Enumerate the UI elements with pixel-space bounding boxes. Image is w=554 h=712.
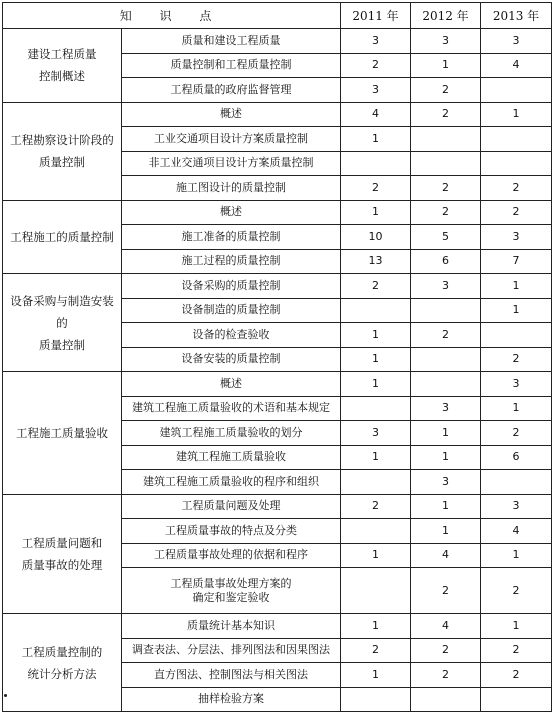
year-header-2012: 2012 年 [411,3,481,29]
value-2011: 1 [341,614,411,639]
value-2012 [411,127,481,152]
topic-cell: 概述 [122,102,341,127]
value-2011: 1 [341,445,411,470]
value-2011: 1 [341,372,411,397]
value-2012: 3 [411,29,481,54]
value-2013 [481,687,552,712]
value-2012: 2 [411,102,481,127]
value-2013: 2 [481,568,552,614]
value-2013: 1 [481,614,552,639]
topic-cell: 设备制造的质量控制 [122,298,341,323]
value-2012: 2 [411,638,481,663]
value-2013: 3 [481,29,552,54]
table-row [3,102,552,127]
value-2011: 2 [341,53,411,78]
value-2011: 1 [341,200,411,225]
value-2011: 10 [341,225,411,250]
category-cell: 工程质量控制的 统计分析方法 [3,614,122,712]
value-2013: 4 [481,53,552,78]
table-row [3,200,552,225]
value-2011: 3 [341,78,411,103]
value-2013: 2 [481,421,552,446]
value-2011: 2 [341,494,411,519]
category-cell: 工程施工的质量控制 [3,200,122,274]
value-2013: 2 [481,663,552,688]
value-2012: 2 [411,176,481,201]
topic-cell: 质量控制和工程质量控制 [122,53,341,78]
value-2012 [411,298,481,323]
value-2012: 3 [411,274,481,299]
topic-cell: 质量统计基本知识 [122,614,341,639]
topic-cell: 质量和建设工程质量 [122,29,341,54]
value-2011 [341,687,411,712]
value-2012 [411,347,481,372]
value-2012: 5 [411,225,481,250]
value-2011 [341,151,411,176]
table-row [3,29,552,54]
value-2013 [481,127,552,152]
table-row [3,614,552,639]
value-2012: 4 [411,614,481,639]
topic-cell: 建筑工程施工质量验收 [122,445,341,470]
value-2011: 2 [341,176,411,201]
value-2012: 6 [411,249,481,274]
value-2011 [341,396,411,421]
topic-cell: 设备的检查验收 [122,323,341,348]
value-2011 [341,519,411,544]
category-cell: 工程质量问题和 质量事故的处理 [3,494,122,614]
value-2012: 3 [411,470,481,495]
category-cell: 工程勘察设计阶段的 质量控制 [3,102,122,200]
value-2011: 2 [341,638,411,663]
value-2012: 2 [411,200,481,225]
topic-cell: 抽样检验方案 [122,687,341,712]
value-2012 [411,151,481,176]
value-2011: 3 [341,421,411,446]
value-2012 [411,372,481,397]
value-2012: 2 [411,323,481,348]
exam-statistics-table-container [2,2,551,706]
topic-cell: 设备安装的质量控制 [122,347,341,372]
value-2011: 1 [341,347,411,372]
value-2013: 3 [481,225,552,250]
value-2011 [341,568,411,614]
table-row [3,494,552,519]
value-2012: 2 [411,568,481,614]
topic-cell: 施工图设计的质量控制 [122,176,341,201]
value-2013: 6 [481,445,552,470]
value-2012: 1 [411,421,481,446]
value-2013: 3 [481,372,552,397]
value-2013: 1 [481,298,552,323]
category-cell: 建设工程质量 控制概述 [3,29,122,103]
value-2013 [481,323,552,348]
table-body [3,29,552,712]
topic-cell: 施工过程的质量控制 [122,249,341,274]
value-2013: 1 [481,396,552,421]
value-2011: 1 [341,663,411,688]
value-2011: 2 [341,274,411,299]
exam-statistics-table [2,2,552,712]
value-2013: 2 [481,200,552,225]
value-2011: 4 [341,102,411,127]
table-row [3,372,552,397]
value-2012 [411,687,481,712]
value-2011 [341,470,411,495]
topic-cell: 非工业交通项目设计方案质量控制 [122,151,341,176]
year-header-2013: 2013 年 [481,3,552,29]
topic-cell: 工程质量的政府监督管理 [122,78,341,103]
topic-cell: 调查表法、分层法、排列图法和因果图法 [122,638,341,663]
category-cell: 工程施工质量验收 [3,372,122,495]
value-2013 [481,470,552,495]
value-2013 [481,151,552,176]
value-2012: 3 [411,396,481,421]
topic-cell: 直方图法、控制图法与相关图法 [122,663,341,688]
value-2013: 1 [481,274,552,299]
value-2012: 1 [411,494,481,519]
value-2011: 1 [341,543,411,568]
value-2011: 1 [341,127,411,152]
topic-cell: 工业交通项目设计方案质量控制 [122,127,341,152]
value-2013: 1 [481,543,552,568]
header-row [3,3,552,29]
topic-cell: 工程质量问题及处理 [122,494,341,519]
stray-dot-mark [4,694,7,697]
value-2011: 1 [341,323,411,348]
value-2012: 2 [411,663,481,688]
value-2012: 1 [411,519,481,544]
value-2013: 3 [481,494,552,519]
value-2013: 2 [481,176,552,201]
topic-cell: 建筑工程施工质量验收的程序和组织 [122,470,341,495]
table-row [3,274,552,299]
topic-cell: 工程质量事故处理方案的 确定和鉴定验收 [122,568,341,614]
value-2012: 1 [411,445,481,470]
value-2011 [341,298,411,323]
value-2012: 4 [411,543,481,568]
year-header-2011: 2011 年 [341,3,411,29]
value-2013: 2 [481,347,552,372]
value-2013: 2 [481,638,552,663]
topic-cell: 工程质量事故处理的依据和程序 [122,543,341,568]
topic-cell: 概述 [122,372,341,397]
topic-cell: 设备采购的质量控制 [122,274,341,299]
topic-cell: 工程质量事故的特点及分类 [122,519,341,544]
value-2013: 1 [481,102,552,127]
topic-cell: 建筑工程施工质量验收的划分 [122,421,341,446]
value-2011: 3 [341,29,411,54]
topic-cell: 建筑工程施工质量验收的术语和基本规定 [122,396,341,421]
value-2013: 4 [481,519,552,544]
knowledge-point-header: 知 识 点 [3,3,341,29]
value-2011: 13 [341,249,411,274]
topic-cell: 施工准备的质量控制 [122,225,341,250]
topic-cell: 概述 [122,200,341,225]
category-cell: 设备采购与制造安装的 质量控制 [3,274,122,372]
value-2013 [481,78,552,103]
value-2013: 7 [481,249,552,274]
value-2012: 2 [411,78,481,103]
value-2012: 1 [411,53,481,78]
